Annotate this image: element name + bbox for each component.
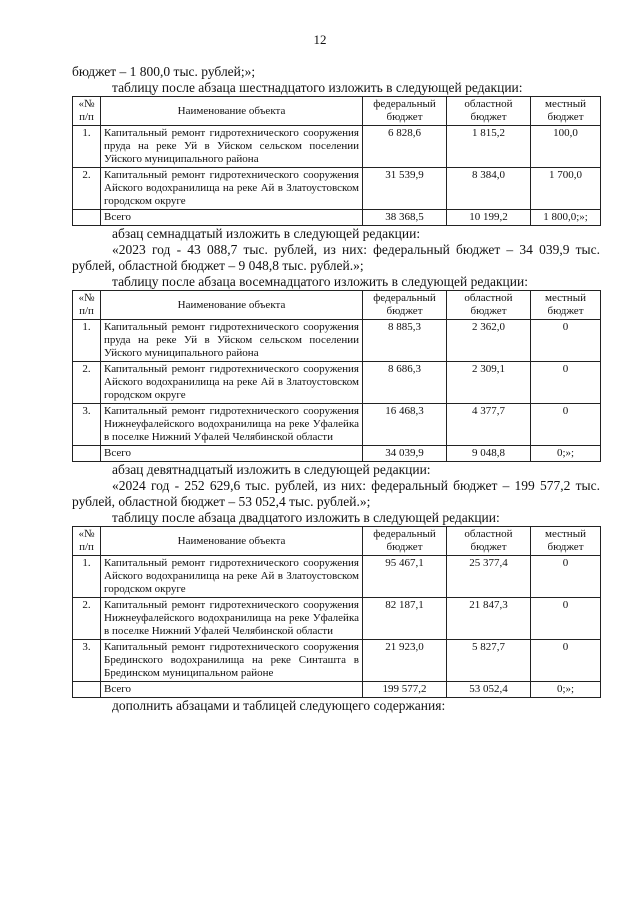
federal-value: 31 539,9 <box>363 168 447 210</box>
table-total-row <box>73 446 601 462</box>
object-name: Капитальный ремонт гидротехнического сооружения пруда на реке Уй в Уйском сельском поселении Уйского муниципального района <box>101 320 363 362</box>
header-regional: областной бюджет <box>447 527 531 556</box>
header-federal: федеральный бюджет <box>363 97 447 126</box>
paragraph-19-intro: абзац девятнадцатый изложить в следующей редакции: <box>112 462 431 477</box>
total-label: Всего <box>101 446 363 462</box>
header-local: местный бюджет <box>531 291 601 320</box>
table-row <box>73 168 601 210</box>
object-name: Капитальный ремонт гидротехнического сооружения Айского водохранилища на реке Ай в Златоустовском городском округе <box>101 168 363 210</box>
row-number: 2. <box>73 362 101 404</box>
total-local: 0;»; <box>531 446 601 462</box>
table-row <box>73 640 601 682</box>
row-number: 1. <box>73 556 101 598</box>
paragraph-closing: дополнить абзацами и таблицей следующего содержания: <box>112 698 446 713</box>
table-header-row <box>73 97 601 126</box>
regional-value: 1 815,2 <box>447 126 531 168</box>
header-num: «№ п/п <box>73 527 101 556</box>
document-body <box>72 64 600 714</box>
object-name: Капитальный ремонт гидротехнического сооружения Нижнеуфалейского водохранилища на реке Уфалейка в поселке Нижний Уфалей Челябинской области <box>101 598 363 640</box>
regional-value: 4 377,7 <box>447 404 531 446</box>
local-value: 0 <box>531 556 601 598</box>
header-regional: областной бюджет <box>447 97 531 126</box>
total-empty-cell <box>73 210 101 226</box>
total-local: 1 800,0;»; <box>531 210 601 226</box>
total-empty-cell <box>73 682 101 698</box>
total-federal: 38 368,5 <box>363 210 447 226</box>
local-value: 0 <box>531 320 601 362</box>
local-value: 100,0 <box>531 126 601 168</box>
table-header-row <box>73 291 601 320</box>
table-row <box>73 320 601 362</box>
row-number: 2. <box>73 598 101 640</box>
table-2023-objects <box>72 290 601 462</box>
total-regional: 9 048,8 <box>447 446 531 462</box>
table-2022-objects <box>72 96 601 226</box>
local-value: 1 700,0 <box>531 168 601 210</box>
total-regional: 10 199,2 <box>447 210 531 226</box>
header-num: «№ п/п <box>73 97 101 126</box>
federal-value: 82 187,1 <box>363 598 447 640</box>
total-local: 0;»; <box>531 682 601 698</box>
object-name: Капитальный ремонт гидротехнического сооружения Брединского водохранилища на реке Синташта в Брединском муниципальном районе <box>101 640 363 682</box>
table-row <box>73 556 601 598</box>
federal-value: 8 885,3 <box>363 320 447 362</box>
local-value: 0 <box>531 362 601 404</box>
object-name: Капитальный ремонт гидротехнического сооружения Нижнеуфалейского водохранилища на реке Уфалейка в поселке Нижний Уфалей Челябинской области <box>101 404 363 446</box>
row-number: 1. <box>73 126 101 168</box>
table-row <box>73 126 601 168</box>
table-row <box>73 404 601 446</box>
header-federal: федеральный бюджет <box>363 291 447 320</box>
total-federal: 34 039,9 <box>363 446 447 462</box>
paragraph-2023-budget: «2023 год - 43 088,7 тыс. рублей, из них: федеральный бюджет – 34 039,9 тыс. рублей, областной бюджет – 9 048,8 тыс. рублей.»; <box>72 242 600 273</box>
row-number: 3. <box>73 404 101 446</box>
regional-value: 2 309,1 <box>447 362 531 404</box>
local-value: 0 <box>531 640 601 682</box>
federal-value: 6 828,6 <box>363 126 447 168</box>
federal-value: 21 923,0 <box>363 640 447 682</box>
total-label: Всего <box>101 682 363 698</box>
regional-value: 2 362,0 <box>447 320 531 362</box>
total-label: Всего <box>101 210 363 226</box>
table-total-row <box>73 210 601 226</box>
row-number: 3. <box>73 640 101 682</box>
paragraph-table3-intro: таблицу после абзаца двадцатого изложить в следующей редакции: <box>112 510 500 525</box>
header-regional: областной бюджет <box>447 291 531 320</box>
regional-value: 21 847,3 <box>447 598 531 640</box>
header-local: местный бюджет <box>531 527 601 556</box>
table-row <box>73 598 601 640</box>
header-federal: федеральный бюджет <box>363 527 447 556</box>
federal-value: 95 467,1 <box>363 556 447 598</box>
local-value: 0 <box>531 598 601 640</box>
regional-value: 5 827,7 <box>447 640 531 682</box>
total-federal: 199 577,2 <box>363 682 447 698</box>
object-name: Капитальный ремонт гидротехнического сооружения Айского водохранилища на реке Ай в Златоустовском городском округе <box>101 556 363 598</box>
paragraph-2024-budget: «2024 год - 252 629,6 тыс. рублей, из них: федеральный бюджет – 199 577,2 тыс. рублей, областной бюджет – 53 052,4 тыс. рублей.»; <box>72 478 600 509</box>
object-name: Капитальный ремонт гидротехнического сооружения пруда на реке Уй в Уйском сельском поселении Уйского муниципального района <box>101 126 363 168</box>
page-number: 12 <box>313 32 327 47</box>
paragraph-budget-local: бюджет – 1 800,0 тыс. рублей;»; <box>72 64 256 79</box>
row-number: 1. <box>73 320 101 362</box>
local-value: 0 <box>531 404 601 446</box>
table-row <box>73 362 601 404</box>
total-empty-cell <box>73 446 101 462</box>
regional-value: 25 377,4 <box>447 556 531 598</box>
paragraph-table1-intro: таблицу после абзаца шестнадцатого изложить в следующей редакции: <box>112 80 523 95</box>
header-name: Наименование объекта <box>101 97 363 126</box>
federal-value: 8 686,3 <box>363 362 447 404</box>
header-name: Наименование объекта <box>101 527 363 556</box>
table-2024-objects <box>72 526 601 698</box>
header-local: местный бюджет <box>531 97 601 126</box>
total-regional: 53 052,4 <box>447 682 531 698</box>
row-number: 2. <box>73 168 101 210</box>
header-name: Наименование объекта <box>101 291 363 320</box>
object-name: Капитальный ремонт гидротехнического сооружения Айского водохранилища на реке Ай в Златоустовском городском округе <box>101 362 363 404</box>
paragraph-table2-intro: таблицу после абзаца восемнадцатого изложить в следующей редакции: <box>112 274 528 289</box>
table-header-row <box>73 527 601 556</box>
paragraph-17-intro: абзац семнадцатый изложить в следующей редакции: <box>112 226 421 241</box>
header-num: «№ п/п <box>73 291 101 320</box>
federal-value: 16 468,3 <box>363 404 447 446</box>
table-total-row <box>73 682 601 698</box>
regional-value: 8 384,0 <box>447 168 531 210</box>
